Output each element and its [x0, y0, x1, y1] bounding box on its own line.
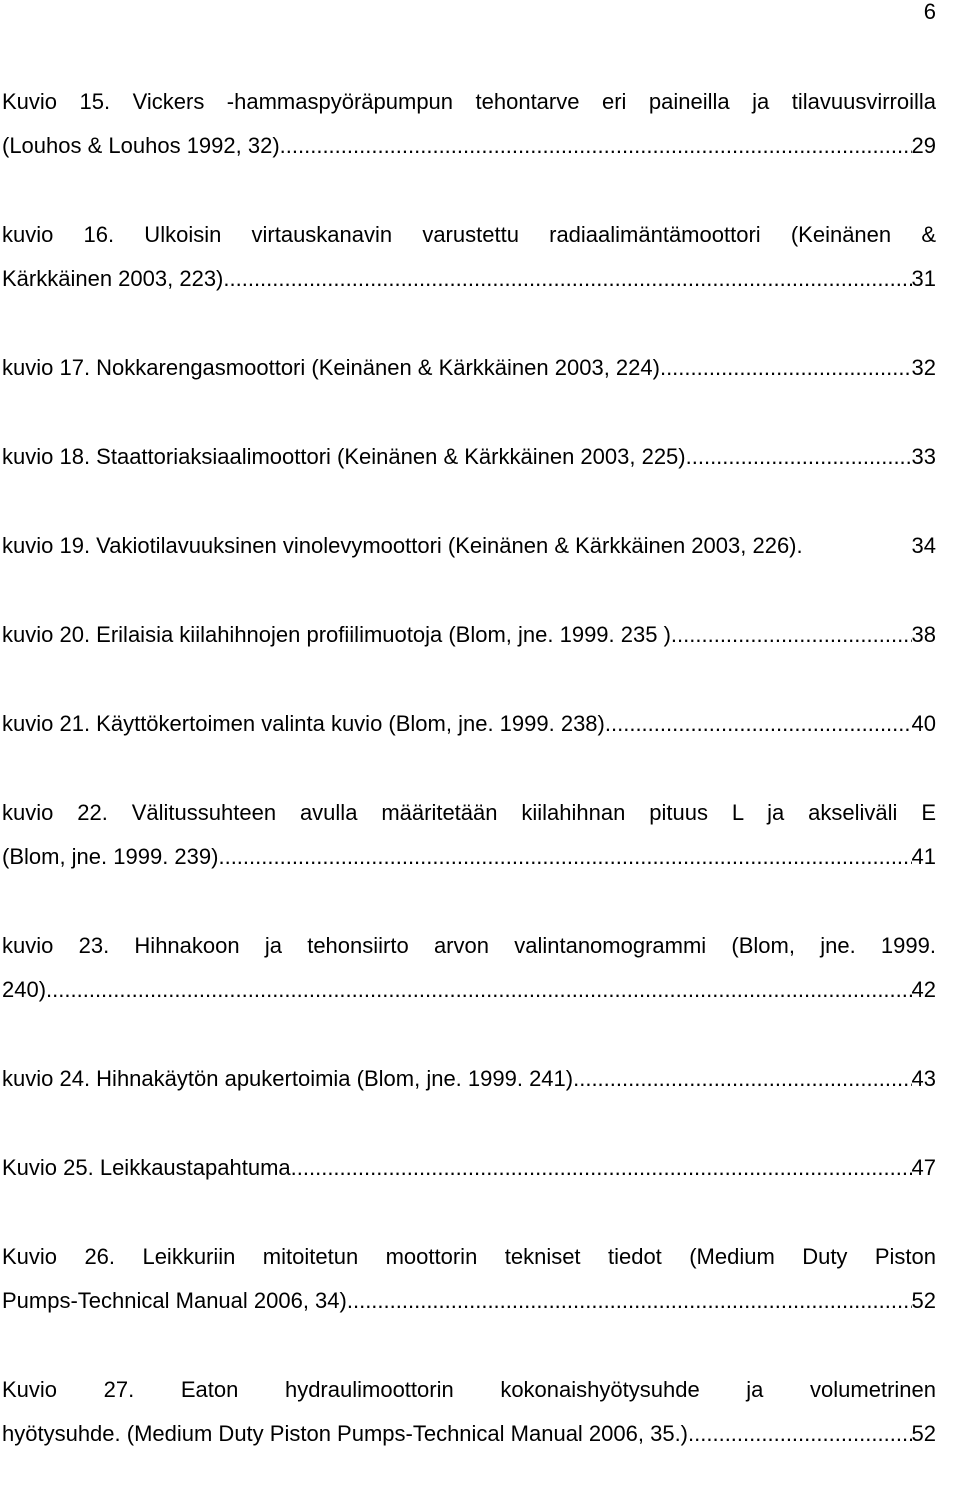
- toc-entry-last-line: [2, 1279, 936, 1323]
- dot-leader: [688, 1412, 912, 1456]
- toc-entry[interactable]: [2, 924, 936, 1012]
- dot-leader: [677, 613, 911, 657]
- toc-entry[interactable]: [2, 80, 936, 168]
- toc-entry[interactable]: [2, 702, 936, 746]
- toc-entry-text: Pumps-Technical Manual 2006, 34).: [2, 1288, 353, 1313]
- toc-entry[interactable]: [2, 213, 936, 301]
- toc-entry-page-number[interactable]: 52: [911, 1421, 936, 1446]
- toc-entry-line: Kuvio 15. Vickers -hammaspyöräpumpun tehontarve eri paineilla ja tilavuusvirroilla: [2, 89, 936, 114]
- dot-leader: [52, 968, 911, 1012]
- toc-entry-page-number[interactable]: 31: [911, 266, 936, 291]
- toc-entry-last-line: [2, 968, 936, 1012]
- dot-leader: [286, 124, 912, 168]
- dot-leader: [291, 1146, 912, 1190]
- toc-entry-last-line: [2, 1057, 936, 1101]
- toc-entry-text: Kuvio 25. Leikkaustapahtuma: [2, 1155, 291, 1180]
- toc-entry[interactable]: [2, 346, 936, 390]
- toc-entry[interactable]: [2, 435, 936, 479]
- toc-entry-line: Kuvio 26. Leikkuriin mitoitetun moottorin tekniset tiedot (Medium Duty Piston: [2, 1244, 936, 1269]
- toc-entry-page-number[interactable]: 38: [911, 622, 936, 647]
- toc-entry-text: kuvio 21. Käyttökertoimen valinta kuvio (Blom, jne. 1999. 238).: [2, 711, 611, 736]
- toc-entry-page-number[interactable]: 47: [911, 1155, 936, 1180]
- dot-leader: [230, 257, 912, 301]
- toc-entry-page-number[interactable]: 41: [911, 844, 936, 869]
- toc-entry-text: 240).: [2, 977, 53, 1002]
- dot-leader: [579, 1057, 911, 1101]
- toc-entry-page-number[interactable]: 33: [911, 444, 936, 469]
- toc-entry-page-number[interactable]: 42: [911, 977, 936, 1002]
- toc-entry-line: kuvio 16. Ulkoisin virtauskanavin varustettu radiaalimäntämoottori (Keinänen &: [2, 222, 936, 247]
- toc-entry-text: (Louhos & Louhos 1992, 32).: [2, 133, 286, 158]
- toc-entry-page-number[interactable]: 43: [911, 1066, 936, 1091]
- toc-entry[interactable]: [2, 791, 936, 879]
- toc-entry-text: Kärkkäinen 2003, 223).: [2, 266, 230, 291]
- dot-leader: [666, 346, 911, 390]
- toc-entry[interactable]: [2, 524, 936, 568]
- toc-entry-last-line: [2, 1412, 936, 1456]
- toc-entry-last-line: [2, 346, 936, 390]
- toc-entry[interactable]: [2, 1368, 936, 1456]
- toc-entry-page-number[interactable]: 40: [911, 711, 936, 736]
- toc-entry-text: hyötysuhde. (Medium Duty Piston Pumps-Technical Manual 2006, 35.): [2, 1421, 689, 1446]
- toc-entry-page-number[interactable]: 29: [911, 133, 936, 158]
- toc-entry-text: kuvio 20. Erilaisia kiilahihnojen profiilimuotoja (Blom, jne. 1999. 235 ).: [2, 622, 678, 647]
- toc-entry-page-number[interactable]: 34: [911, 533, 936, 558]
- toc-entry-text: kuvio 24. Hihnakäytön apukertoimia (Blom, jne. 1999. 241).: [2, 1066, 580, 1091]
- dot-leader: [692, 435, 912, 479]
- toc-entry-last-line: [2, 702, 936, 746]
- dot-leader: [225, 835, 912, 879]
- toc-entry-last-line: [2, 1146, 936, 1190]
- toc-entry[interactable]: [2, 1057, 936, 1101]
- toc-entry-text: kuvio 18. Staattoriaksiaalimoottori (Keinänen & Kärkkäinen 2003, 225).: [2, 444, 692, 469]
- toc-entry-text: kuvio 17. Nokkarengasmoottori (Keinänen & Kärkkäinen 2003, 224).: [2, 355, 667, 380]
- toc-entry-line: kuvio 22. Välitussuhteen avulla määritetään kiilahihnan pituus L ja akseliväli E: [2, 800, 936, 825]
- figure-list: [2, 80, 936, 1501]
- toc-entry-last-line: [2, 124, 936, 168]
- toc-entry-last-line: [2, 524, 936, 568]
- toc-entry[interactable]: [2, 613, 936, 657]
- toc-entry-page-number[interactable]: 32: [911, 355, 936, 380]
- page-number: 6: [923, 0, 936, 24]
- toc-entry-last-line: [2, 435, 936, 479]
- toc-entry-page-number[interactable]: 52: [911, 1288, 936, 1313]
- toc-entry-last-line: [2, 257, 936, 301]
- toc-entry-line: kuvio 23. Hihnakoon ja tehonsiirto arvon valintanomogrammi (Blom, jne. 1999.: [2, 933, 936, 958]
- toc-entry-text: (Blom, jne. 1999. 239).: [2, 844, 225, 869]
- toc-entry-text: kuvio 19. Vakiotilavuuksinen vinolevymoottori (Keinänen & Kärkkäinen 2003, 226).: [2, 533, 803, 558]
- dot-leader: [353, 1279, 912, 1323]
- toc-entry-last-line: [2, 613, 936, 657]
- toc-entry[interactable]: [2, 1235, 936, 1323]
- dot-leader: [611, 702, 912, 746]
- toc-entry[interactable]: [2, 1146, 936, 1190]
- toc-entry-last-line: [2, 835, 936, 879]
- toc-entry-line: Kuvio 27. Eaton hydraulimoottorin kokonaishyötysuhde ja volumetrinen: [2, 1377, 936, 1402]
